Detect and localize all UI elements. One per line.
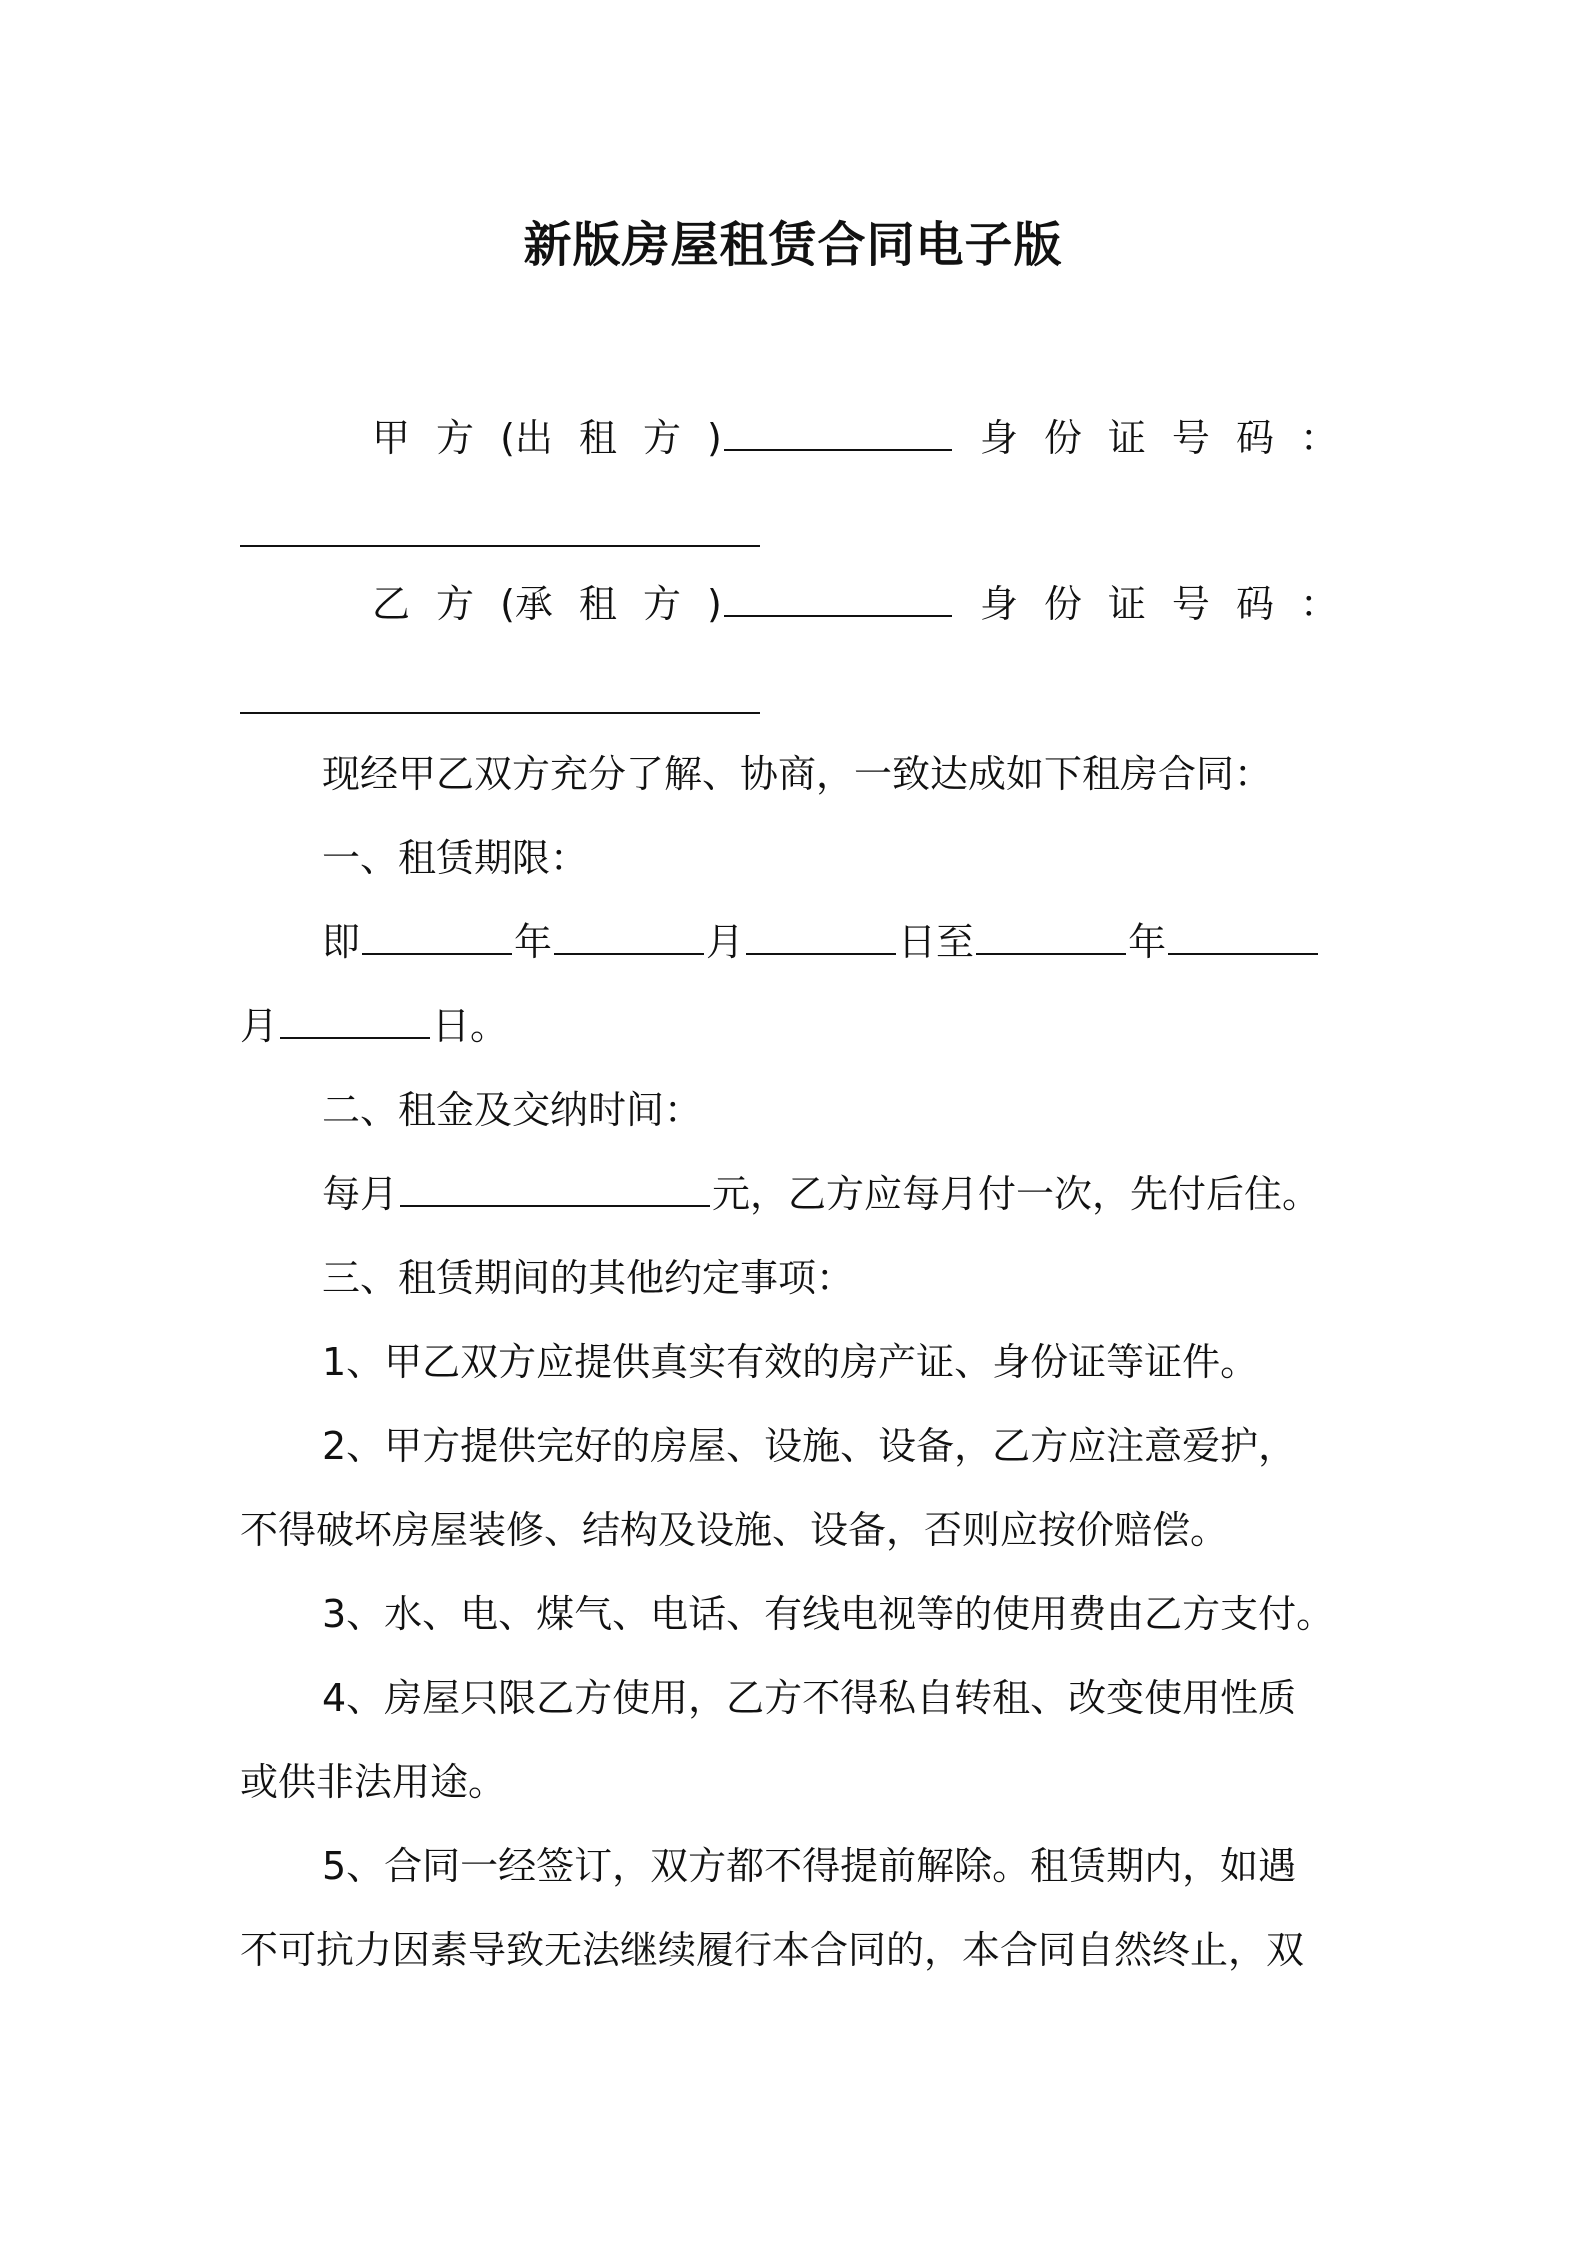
term-line-1 <box>322 912 1320 972</box>
party-a-char: 身 <box>979 416 1018 460</box>
party-a-char: ： <box>1299 416 1338 460</box>
party-b-char: 码 <box>1235 582 1274 626</box>
end-year-blank <box>976 917 1126 955</box>
party-b-char: 证 <box>1107 582 1146 626</box>
item-2-line-2: 不得破坏房屋装修、结构及设施、设备，否则应按价赔偿。 <box>240 1508 1229 1552</box>
party-a-char: 方 <box>642 416 681 460</box>
item-3: 3、水、电、煤气、电话、有线电视等的使用费由乙方支付。 <box>322 1592 1335 1636</box>
start-day-blank <box>746 917 896 955</box>
party-b-char: (承 <box>500 582 553 626</box>
party-b-char: ： <box>1299 582 1338 626</box>
party-a-char: 份 <box>1043 416 1082 460</box>
term-text: 月 <box>240 1004 279 1048</box>
item-4-line-1: 4、房屋只限乙方使用，乙方不得私自转租、改变使用性质 <box>322 1676 1297 1720</box>
party-b-char: 份 <box>1043 582 1082 626</box>
end-day-blank <box>280 1001 430 1039</box>
party-b-char: 乙 <box>372 582 411 626</box>
party-b-char: 方 <box>642 582 681 626</box>
item-5-line-2: 不可抗力因素导致无法继续履行本合同的，本合同自然终止，双 <box>240 1928 1305 1972</box>
start-year-blank <box>362 917 512 955</box>
term-text: 日至 <box>898 920 975 964</box>
item-2-line-1: 2、甲方提供完好的房屋、设施、设备，乙方应注意爱护， <box>322 1424 1297 1468</box>
party-a-char: 方 <box>436 416 475 460</box>
party-b-char: 租 <box>578 582 617 626</box>
rent-text: 每月 <box>322 1172 399 1216</box>
term-text: 年 <box>514 920 553 964</box>
party-b-char-close <box>707 574 954 634</box>
document-title: 新版房屋租赁合同电子版 <box>523 217 1063 273</box>
party-a-char-close <box>707 408 954 468</box>
section2-heading: 二、租金及交纳时间： <box>322 1088 703 1132</box>
term-text: 月 <box>706 920 745 964</box>
rent-text: 元，乙方应每月付一次，先付后住。 <box>712 1172 1321 1216</box>
rent-amount-blank <box>400 1169 710 1207</box>
intro-paragraph: 现经甲乙双方充分了解、协商，一致达成如下租房合同： <box>322 752 1273 796</box>
party-b-line <box>372 574 1338 634</box>
term-line-2 <box>240 996 508 1056</box>
section3-heading: 三、租赁期间的其他约定事项： <box>322 1256 855 1300</box>
party-a-line <box>372 408 1338 468</box>
start-month-blank <box>554 917 704 955</box>
term-text: 年 <box>1128 920 1167 964</box>
party-b-char: 身 <box>979 582 1018 626</box>
party-a-id-blank <box>240 545 760 547</box>
party-a-char: 甲 <box>372 416 411 460</box>
party-b-id-blank <box>240 712 760 714</box>
end-month-blank <box>1168 917 1318 955</box>
section1-heading: 一、租赁期限： <box>322 836 589 880</box>
party-a-char: 租 <box>578 416 617 460</box>
party-a-char: 证 <box>1107 416 1146 460</box>
party-a-char: 号 <box>1171 416 1210 460</box>
item-4-line-2: 或供非法用途。 <box>240 1760 507 1804</box>
term-text: 日。 <box>432 1004 509 1048</box>
party-a-char: 码 <box>1235 416 1274 460</box>
item-5-line-1: 5、合同一经签订，双方都不得提前解除。租赁期内，如遇 <box>322 1844 1297 1888</box>
rent-line <box>322 1164 1320 1224</box>
party-b-name-blank <box>724 579 952 617</box>
item-1: 1、甲乙双方应提供真实有效的房产证、身份证等证件。 <box>322 1340 1259 1384</box>
party-b-char: 号 <box>1171 582 1210 626</box>
party-b-char: ) <box>706 582 722 626</box>
party-a-char: (出 <box>500 416 553 460</box>
party-a-char: ) <box>706 416 722 460</box>
party-b-char: 方 <box>436 582 475 626</box>
term-text: 即 <box>322 920 361 964</box>
party-a-name-blank <box>724 413 952 451</box>
